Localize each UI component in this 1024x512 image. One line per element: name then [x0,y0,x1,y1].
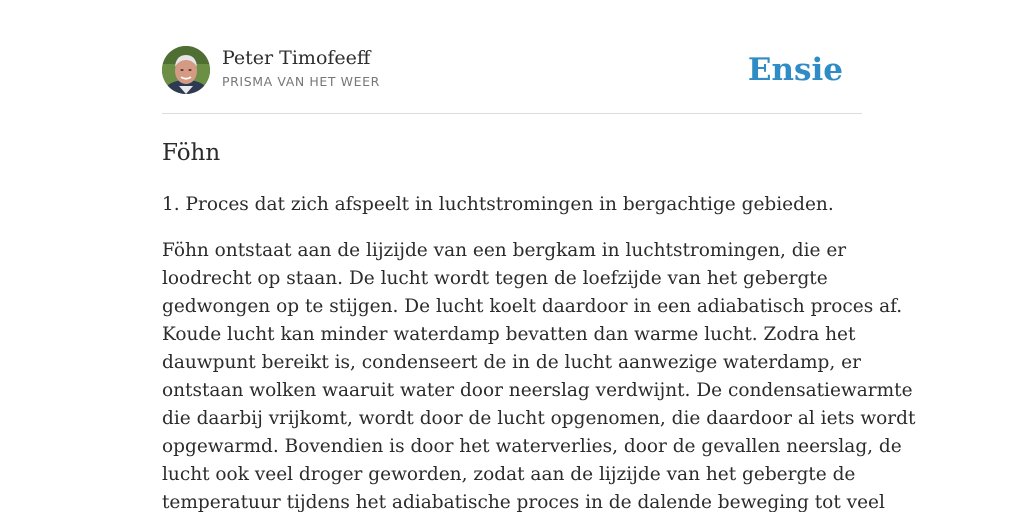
article-body [162,237,916,512]
body-line: Föhn ontstaat aan de lijzijde van een bergkam in luchtstromingen, die er [162,240,847,261]
body-line: gedwongen op te stijgen. De lucht koelt daardoor in een adiabatisch proces af. [162,296,903,317]
body-line: temperatuur tijdens het adiabatische proces in de dalende beweging tot veel [162,492,885,512]
body-line: Koude lucht kan minder waterdamp bevatten dan warme lucht. Zodra het [162,324,856,345]
body-line: opgewarmd. Bovendien is door het waterverlies, door de gevallen neerslag, de [162,436,902,457]
body-line: dauwpunt bereikt is, condenseert de in de lucht aanwezige waterdamp, er [162,352,861,373]
body-line: loodrecht op staan. De lucht wordt tegen de loefzijde van het gebergte [162,268,828,289]
definition-text: 1. Proces dat zich afspeelt in luchtstromingen in bergachtige gebieden. [162,194,834,215]
header-divider [162,113,862,114]
author-avatar[interactable] [162,46,210,94]
body-line: lucht ook veel droger geworden, zodat aan de lijzijde van het gebergte de [162,464,856,485]
avatar-photo [162,46,210,94]
article-title: Föhn [162,140,221,166]
author-collection[interactable]: PRISMA VAN HET WEER [222,74,380,89]
brand-logo[interactable]: Ensie [747,52,843,88]
body-line: die daarbij vrijkomt, wordt door de lucht opgenomen, die daardoor al iets wordt [162,408,916,429]
author-name[interactable]: Peter Timofeeff [222,47,371,69]
body-line: ontstaan wolken waaruit water door neerslag verdwijnt. De condensatiewarmte [162,380,913,401]
author-header [162,46,862,96]
